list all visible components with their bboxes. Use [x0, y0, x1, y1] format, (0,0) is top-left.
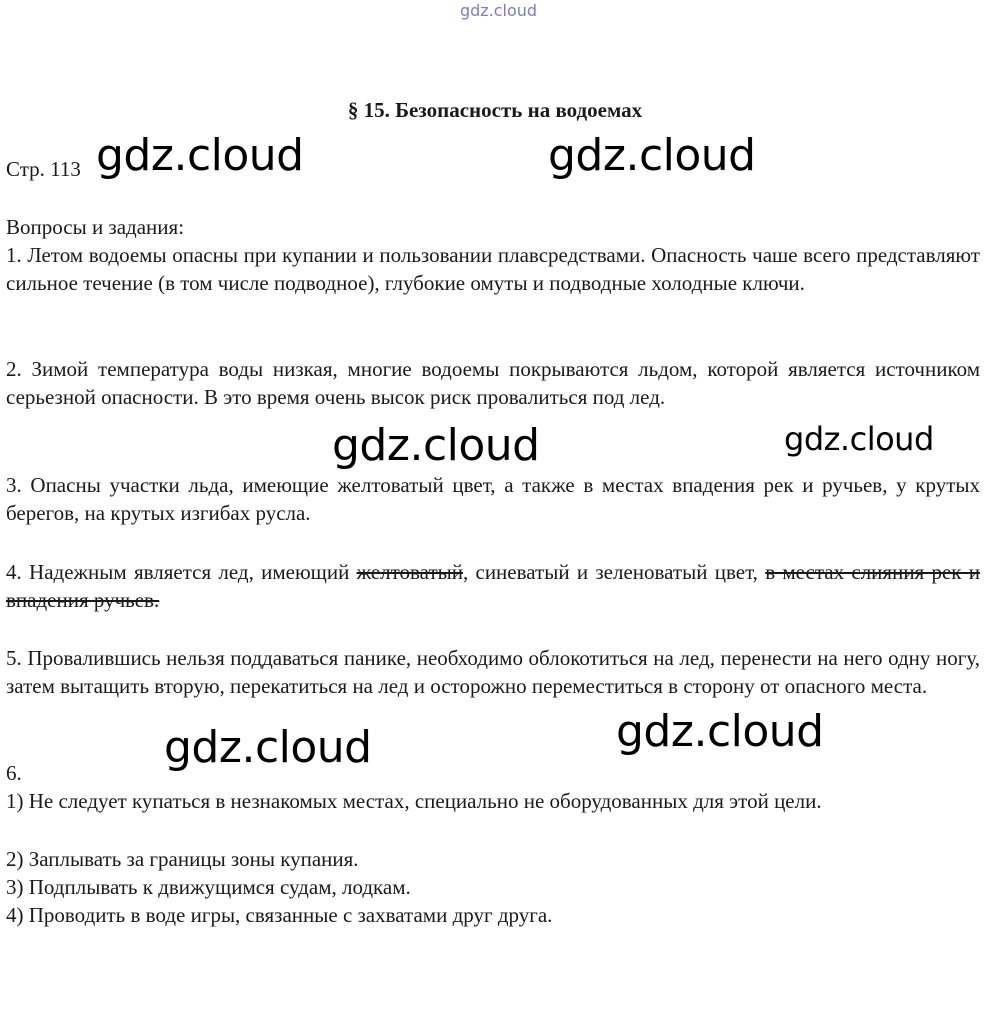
answer-6-item: 2) Заплывать за границы зоны купания.	[6, 847, 359, 871]
watermark: gdz.cloud	[784, 420, 934, 458]
answer-2: 2. Зимой температура воды низкая, многие водоемы покрываются льдом, которой является источником серьезной опасности. В это время очень высок риск провалиться под лед.	[6, 357, 980, 409]
page-reference: Стр. 113	[6, 157, 81, 181]
answer-4-start: 4. Надежным является лед, имеющий	[6, 560, 357, 584]
watermark: gdz.cloud	[332, 420, 540, 471]
answer-1: 1. Летом водоемы опасны при купании и пользовании плавсредствами. Опасность чаше всего представляют сильное течение (в том числе подводное), глубокие омуты и подводные холодные ключи.	[6, 243, 980, 295]
answer-4-middle: , синеватый и зеленоватый цвет,	[462, 560, 766, 584]
answer-5: 5. Провалившись нельзя поддаваться панике, необходимо облокотиться на лед, перенести на него одну ногу, затем вытащить вторую, перекатиться на лед и осторожно переместиться в сторону от опасного места.	[6, 646, 980, 698]
watermark: gdz.cloud	[616, 706, 824, 757]
answer-6-item: 3) Подплывать к движущимся судам, лодкам.	[6, 875, 411, 899]
answer-4-struck-phrase: в местах слияния рек и впадения ручьев.	[6, 560, 981, 612]
watermark: gdz.cloud	[164, 722, 372, 773]
answer-6-item: 4) Проводить в воде игры, связанные с захватами друг друга.	[6, 903, 553, 927]
section-title: § 15. Безопасность на водоемах	[347, 98, 643, 122]
watermark: gdz.cloud	[96, 130, 304, 181]
answer-6-item: 1) Не следует купаться в незнакомых местах, специально не оборудованных для этой цели.	[6, 789, 822, 813]
site-link[interactable]: gdz.cloud	[459, 1, 538, 20]
questions-header: Вопросы и задания:	[6, 215, 185, 239]
answer-4-struck-word: желтоватый	[356, 560, 463, 584]
answer-6-label: 6.	[6, 761, 22, 785]
answer-3: 3. Опасны участки льда, имеющие желтоватый цвет, а также в местах впадения рек и ручьев, у крутых берегов, на крутых изгибах русла.	[6, 473, 980, 525]
answer-4	[6, 558, 980, 614]
watermark: gdz.cloud	[548, 130, 756, 181]
